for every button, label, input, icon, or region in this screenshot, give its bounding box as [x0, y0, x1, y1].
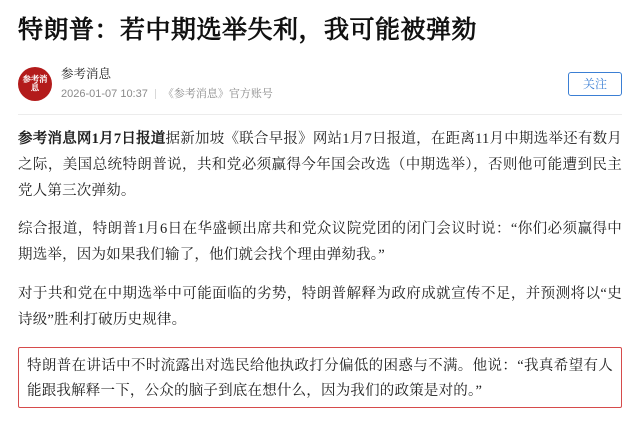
paragraph	[18, 127, 622, 204]
meta-divider	[155, 89, 156, 99]
account-label: 《参考消息》官方账号	[162, 88, 273, 101]
paragraph	[18, 282, 622, 334]
byline	[18, 61, 622, 107]
avatar-label: 参考消息	[22, 74, 48, 93]
timestamp: 2026-01-07 10:37	[61, 88, 148, 101]
avatar[interactable]	[18, 67, 52, 101]
paragraph	[27, 354, 613, 406]
page-title: 特朗普：若中期选举失利，我可能被弹劾	[18, 17, 478, 44]
paragraph-text: 对于共和党在中期选举中可能面临的劣势，特朗普解释为政府成就宣传不足，并预测将以“史诗级”胜利打破历史规律。	[18, 285, 622, 328]
paragraph-text: 据新加坡《联合早报》网站1月7日报道，在距离11月中期选举还有数月之际，美国总统特朗普说，共和党必须赢得今年国会改选（中期选举），否则他可能遭到民主党人第三次弹劾。	[18, 131, 623, 199]
source-name[interactable]: 参考消息	[61, 67, 112, 82]
byline-text	[61, 65, 568, 102]
follow-button[interactable]: 关注	[568, 72, 622, 96]
paragraph-text: 特朗普在讲话中不时流露出对选民给他执政打分偏低的困惑与不满。他说：“我真希望有人能跟我解释一下，公众的脑子到底在想什么，因为我们的政策是对的。”	[27, 357, 613, 400]
highlighted-paragraph-box	[18, 347, 622, 409]
paragraph	[18, 217, 622, 269]
lead-text: 参考消息网1月7日报道	[18, 131, 166, 147]
byline-meta	[61, 86, 568, 103]
article-body	[18, 115, 622, 408]
paragraph-text: 综合报道，特朗普1月6日在华盛顿出席共和党众议院党团的闭门会议时说：“你们必须赢得中期选举，因为如果我们输了，他们就会找个理由弹劾我。”	[18, 221, 622, 264]
